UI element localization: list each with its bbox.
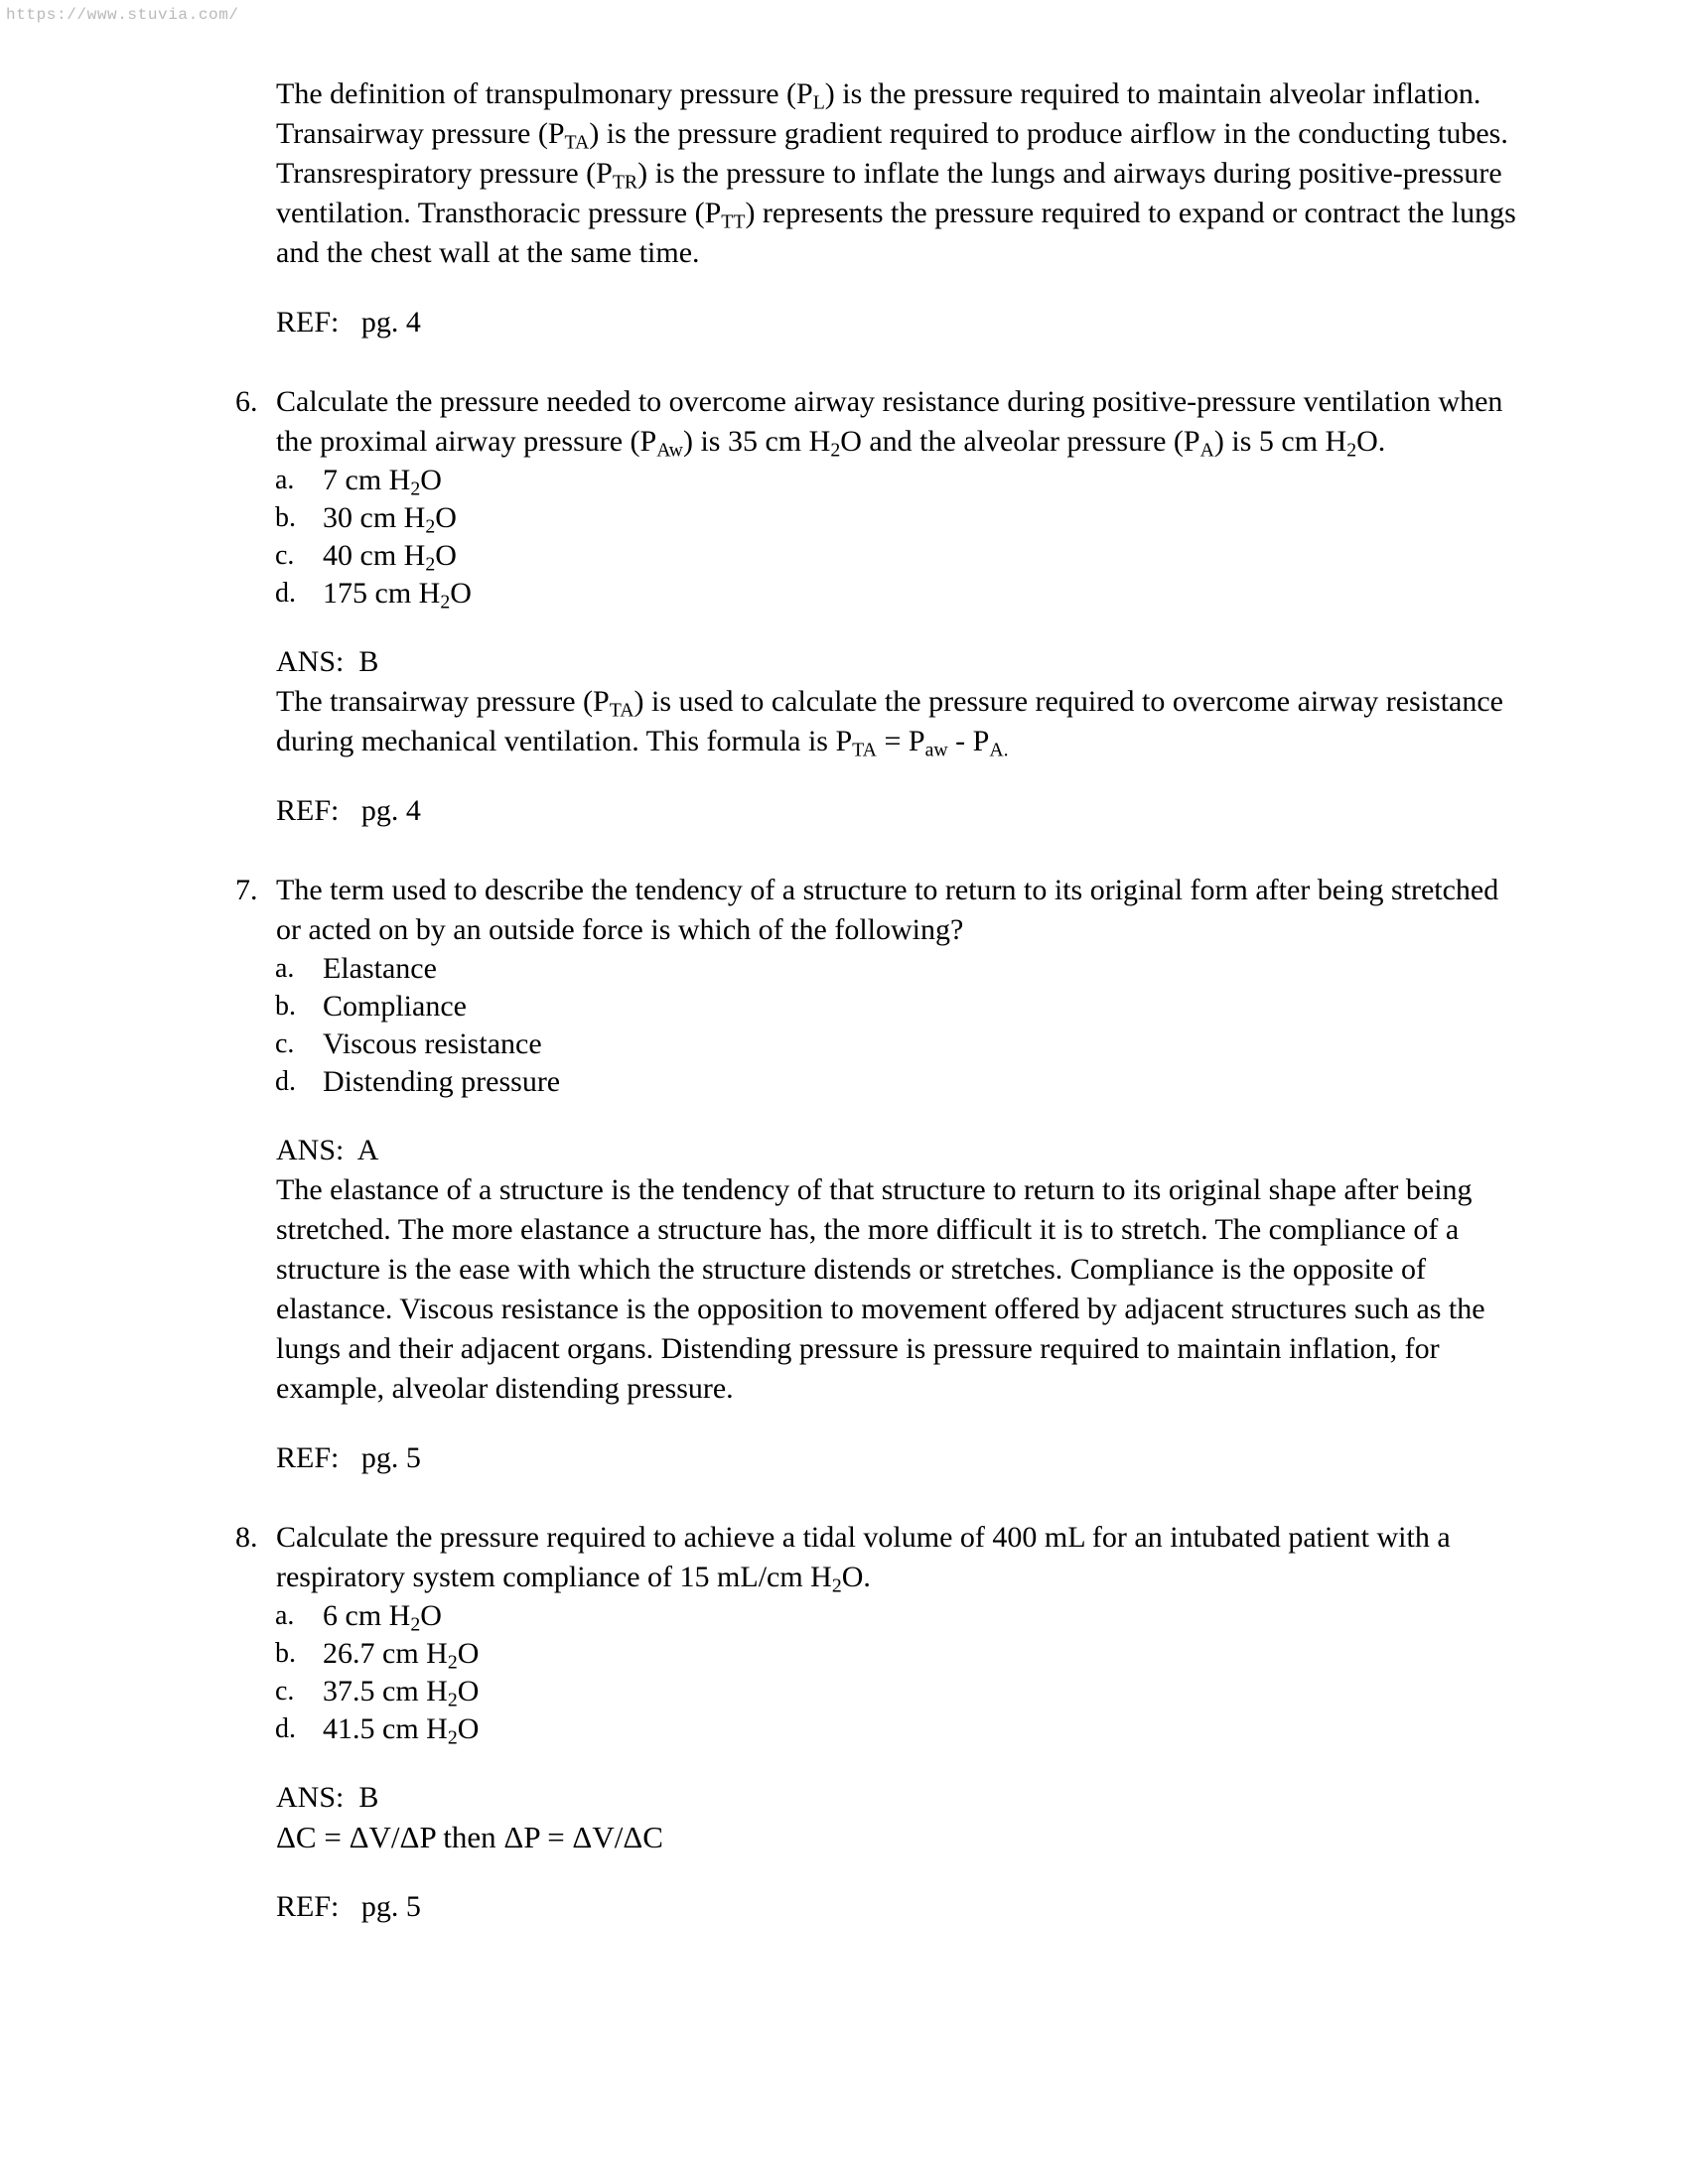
q6-stem-3: O and the alveolar pressure (P	[840, 425, 1200, 458]
intro-text-4: ) is the pressure to inflate the lungs and airways during positive-pressure ventilation. Transthoracic pressure (P	[276, 157, 1502, 229]
option-7-b[interactable]	[275, 988, 1688, 1025]
q6-stem-5: O.	[1356, 425, 1386, 458]
intro-text-2: ) is the pressure required to maintain alveolar inflation. Transairway pressure (P	[276, 77, 1481, 150]
answer-line-7: ANS: A	[276, 1134, 379, 1166]
option-letter: c.	[275, 1676, 295, 1706]
question-number-6: 6.	[235, 385, 258, 418]
q6-stem-2: ) is 35 cm H	[682, 425, 831, 458]
q6-stem-4: ) is 5 cm H	[1213, 425, 1347, 458]
option-7-c[interactable]	[275, 1025, 1688, 1063]
question-stem-8	[276, 1518, 1522, 1597]
rationale-7: The elastance of a structure is the tendency of that structure to return to its original shape after being stretched. The more elastance a structure has, the more difficult it is to stretch. The compliance of a structure is the ease with which the structure distends or stretches. Compliance is the opposite of elastance. Viscous resistance is the opposition to movement offered by adjacent structures such as the lungs and their adjacent organs. Distending pressure is pressure required to maintain inflation, for example, alveolar distending pressure.	[276, 1173, 1485, 1405]
answer-line-8: ANS: B	[276, 1781, 379, 1814]
question-item-8	[235, 1518, 1526, 1597]
option-label: Viscous resistance	[323, 1027, 542, 1060]
option-label: Compliance	[323, 990, 467, 1023]
rationale-6	[276, 682, 1522, 761]
option-subscript: 2	[425, 515, 436, 538]
intro-text-1: The definition of transpulmonary pressure (P	[276, 77, 813, 110]
option-letter: d.	[275, 1713, 296, 1744]
q6-rat-2: ) is used to calculate the pressure required to overcome airway resistance during mechanical ventilation. This formula is P	[276, 685, 1503, 757]
option-subscript: 2	[447, 1726, 458, 1749]
option-letter: b.	[275, 1638, 296, 1669]
q6-rat-sub-2: TA	[852, 739, 877, 761]
q6-rat-1: The transairway pressure (P	[276, 685, 610, 718]
option-letter: a.	[275, 1600, 295, 1631]
option-letter: b.	[275, 991, 296, 1022]
option-6-d[interactable]	[275, 575, 1688, 613]
question-number-7: 7.	[235, 874, 258, 906]
question-item-6	[235, 382, 1526, 462]
option-label: 37.5 cm $H_2O$	[323, 1675, 480, 1711]
option-label: 30 cm $H_2O$	[323, 501, 457, 538]
q8-stem-1: Calculate the pressure required to achieve a tidal volume of 400 mL for an intubated patient with a respiratory system compliance of 15 mL/cm H	[276, 1521, 1451, 1593]
option-subscript: 2	[447, 1689, 458, 1711]
option-label: Elastance	[323, 952, 437, 985]
question-item-7	[235, 871, 1526, 950]
ref-line-intro: REF: pg. 4	[276, 306, 421, 339]
option-label: 40 cm $H_2O$	[323, 539, 457, 576]
option-subscript: 2	[447, 1651, 458, 1674]
q8-stem-2: O.	[841, 1561, 871, 1593]
q6-sub-4: 2	[1346, 439, 1357, 462]
intro-sub-1: L	[812, 91, 825, 114]
q6-sub-1: Aw	[656, 439, 683, 462]
option-letter: c.	[275, 540, 295, 571]
option-letter: a.	[275, 953, 295, 984]
option-letter: d.	[275, 578, 296, 609]
question-number-8: 8.	[235, 1521, 258, 1554]
option-8-c[interactable]	[275, 1673, 1688, 1710]
intro-text-5: ) represents the pressure required to expand or contract the lungs and the chest wall at the same time.	[276, 197, 1516, 269]
options-list-7	[275, 950, 1688, 1101]
option-8-b[interactable]	[275, 1635, 1688, 1673]
option-label: 175 cm $H_2O$	[323, 577, 472, 614]
q6-sub-3: A	[1199, 439, 1214, 462]
q6-rat-3: = P	[876, 725, 925, 757]
option-subscript: 2	[440, 591, 451, 614]
option-letter: b.	[275, 502, 296, 533]
question-stem-7: The term used to describe the tendency of a structure to return to its original form after being stretched or acted on by an outside force is which of the following?	[276, 874, 1499, 946]
intro-sub-4: TT	[721, 210, 746, 233]
option-6-a[interactable]	[275, 462, 1688, 499]
option-6-b[interactable]	[275, 499, 1688, 537]
intro-sub-2: TA	[564, 131, 590, 154]
ref-line-8: REF: pg. 5	[276, 1890, 421, 1923]
options-list-6	[275, 462, 1688, 613]
option-label: 41.5 cm $H_2O$	[323, 1712, 480, 1749]
q6-stem-1: Calculate the pressure needed to overcome airway resistance during positive-pressure ventilation when the proximal airway pressure (P	[276, 385, 1503, 458]
ref-line-6: REF: pg. 4	[276, 794, 421, 827]
intro-paragraph	[276, 74, 1522, 273]
option-label: 7 cm $H_2O$	[323, 464, 442, 500]
ref-line-7: REF: pg. 5	[276, 1441, 421, 1474]
option-7-a[interactable]	[275, 950, 1688, 988]
answer-line-6: ANS: B	[276, 645, 379, 678]
option-subscript: 2	[410, 1613, 421, 1636]
q6-sub-2: 2	[830, 439, 841, 462]
intro-text-3: ) is the pressure gradient required to produce airflow in the conducting tubes. Transrespiratory pressure (P	[276, 117, 1508, 190]
option-7-d[interactable]	[275, 1063, 1688, 1101]
formula-line-8: ΔC = ΔV/ΔP then ΔP = ΔV/ΔC	[276, 1820, 663, 1854]
option-6-c[interactable]	[275, 537, 1688, 575]
q6-rat-sub-4: A.	[989, 739, 1009, 761]
q6-rat-sub-1: TA	[609, 699, 634, 722]
option-label: 6 cm $H_2O$	[323, 1599, 442, 1636]
options-list-8	[275, 1597, 1688, 1748]
q8-sub-1: 2	[831, 1574, 842, 1597]
option-letter: c.	[275, 1028, 295, 1059]
option-label: Distending pressure	[323, 1065, 561, 1098]
intro-sub-3: TR	[612, 171, 638, 194]
option-letter: a.	[275, 465, 295, 495]
watermark-url: https://www.stuvia.com/	[6, 6, 239, 24]
q6-rat-sub-3: aw	[924, 739, 948, 761]
option-label: 26.7 cm $H_2O$	[323, 1637, 480, 1674]
option-8-a[interactable]	[275, 1597, 1688, 1635]
q6-rat-4: - P	[947, 725, 990, 757]
option-subscript: 2	[410, 478, 421, 500]
question-stem-6	[276, 382, 1522, 462]
option-subscript: 2	[425, 553, 436, 576]
option-8-d[interactable]	[275, 1710, 1688, 1748]
option-letter: d.	[275, 1066, 296, 1097]
